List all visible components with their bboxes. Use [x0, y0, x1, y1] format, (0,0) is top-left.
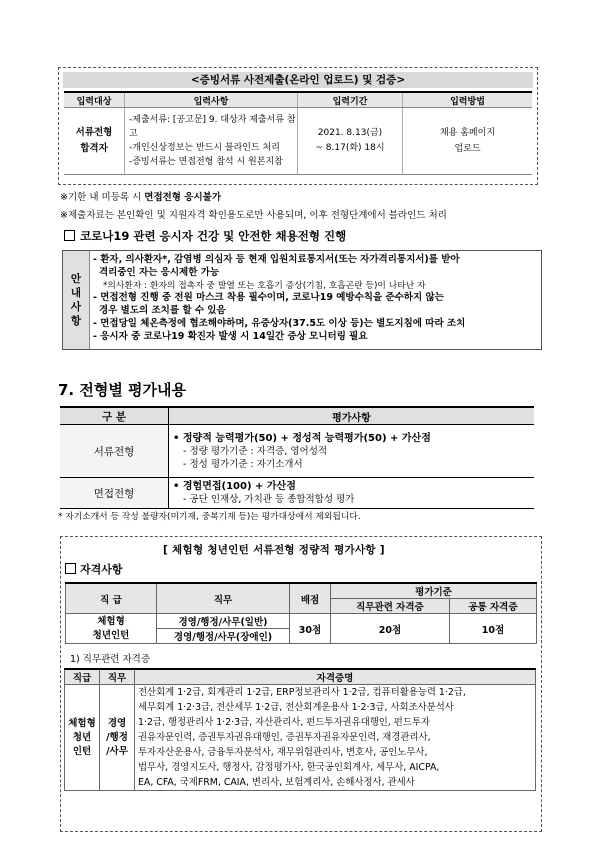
cert-line: 세무회계 1·2·3급, 전산세무 1·2급, 전산회계운용사 1·2·3급, 사회조사분석사 — [138, 702, 454, 713]
related-score-cell: 20점 — [331, 614, 450, 644]
evaluation-row-interview — [60, 478, 534, 509]
cert-grade-cell — [65, 685, 100, 791]
method-line: 채용 홈페이지 — [439, 128, 496, 138]
grade-line: 인턴 — [72, 745, 92, 757]
int-value — [169, 478, 535, 509]
header-category: 구 분 — [60, 407, 169, 425]
section7-title: 7. 전형별 평가내용 — [58, 381, 187, 399]
item-line: -증빙서류는 면접전형 참석 시 원본지참 — [129, 157, 283, 167]
job-cell: 경영/행정/사무(장애인) — [157, 629, 290, 644]
cert-line: 권유자문인력, 증권투자권유대행인, 증권투자권유자문인력, 재경관리사, — [138, 732, 431, 743]
covid-line: 경우 별도의 조치를 할 수 있음 — [99, 305, 226, 317]
target-line: 서류전형 — [75, 127, 113, 138]
covid-line: - 환자, 의사환자*, 감염병 의심자 등 현재 입원치료통지서(또는 자가격리통지서)를 받아 — [93, 254, 460, 265]
submission-header-row — [64, 92, 532, 108]
covid-line: - 면접당일 체온측정에 협조해야하며, 유증상자(37.5도 이상 등)는 별도지침에 따라 조치 — [93, 317, 466, 329]
score-table — [65, 582, 537, 644]
cert-line: 법무사, 경영지도사, 행정사, 감정평가사, 한국공인회계사, 세무사, AICPA, — [138, 762, 440, 773]
header-period: 입력기간 — [298, 92, 403, 108]
header-target: 입력대상 — [64, 92, 125, 108]
qualification-heading-text: 자격사항 — [80, 563, 123, 576]
target-line: 합격자 — [80, 143, 108, 154]
header-common: 공통 자격증 — [449, 599, 536, 614]
score-header-row1 — [66, 583, 537, 599]
job-line: /행정 — [106, 731, 128, 743]
note-bold: 면접전형 응시불가 — [144, 192, 222, 203]
submission-row — [64, 108, 532, 175]
header-related: 직무관련 자격증 — [331, 599, 450, 614]
grade-line: 체험형 — [68, 717, 96, 729]
side-char: 안 — [70, 273, 82, 285]
evaluation-table — [60, 406, 534, 509]
int-main: • 경험면접(100) + 가산점 — [173, 481, 296, 492]
header-grade: 직급 — [65, 669, 100, 685]
side-char: 내 — [70, 287, 82, 299]
cert-header-row — [65, 669, 536, 685]
method-line: 업로드 — [454, 144, 481, 154]
job-line: 경영 — [107, 717, 127, 729]
header-grade: 직 급 — [66, 583, 157, 614]
submission-box — [58, 67, 538, 185]
evaluation-note: * 자기소개서 등 작성 불량자(미기재, 중복기재 등)는 평가대상에서 제외됩니다. — [58, 512, 361, 522]
items-cell — [125, 108, 298, 175]
doc-main: • 정량적 능력평가(50) + 정성적 능력평가(50) + 가산점 — [173, 432, 431, 444]
period-line: 2021. 8.13(금) — [317, 128, 383, 138]
evaluation-row-document — [60, 425, 534, 478]
grade-line: 청년 — [72, 731, 92, 743]
covid-content — [93, 254, 537, 344]
doc-sub: - 정성 평가기준 : 자기소개서 — [183, 458, 303, 470]
related-cert-heading: 1) 직무관련 자격증 — [70, 654, 151, 665]
cert-line: 전산회계 1·2급, 회계관리 1·2급, ERP정보관리사 1·2급, 컴퓨터활용능력 1·2급, — [138, 687, 466, 698]
header-cert-name: 자격증명 — [135, 669, 536, 685]
covid-line: 격리중인 자는 응시제한 가능 — [99, 266, 220, 278]
header-criteria: 평가기준 — [331, 583, 537, 599]
doc-value — [169, 425, 535, 478]
cert-list-cell — [135, 685, 536, 791]
covid-line: - 면접전형 진행 중 전원 마스크 착용 필수이며, 코로나19 예방수칙을 준수하지 않는 — [93, 292, 444, 304]
header-items: 입력사항 — [125, 92, 298, 108]
common-score-cell: 10점 — [449, 614, 536, 644]
header-evaluation: 평가사항 — [169, 407, 535, 425]
covid-heading-text: 코로나19 관련 응시자 건강 및 안전한 채용전형 진행 — [80, 229, 347, 243]
cert-line: EA, CFA, 국제FRM, CAIA, 변리사, 보험계리사, 손해사정사, 관세사 — [138, 777, 415, 788]
grade-cell — [66, 614, 157, 644]
evaluation-header-row — [60, 407, 534, 425]
covid-box — [62, 250, 542, 350]
doc-sub: - 정량 평가기준 : 자격증, 영어성적 — [183, 445, 328, 457]
cert-table — [64, 668, 536, 791]
job-line: /사무 — [106, 745, 128, 757]
side-char: 사 — [70, 301, 82, 313]
cert-row — [65, 685, 536, 791]
item-line: -제출서류: [공고문] 9. 대상자 제출서류 참고 — [129, 115, 296, 139]
covid-line: *의사환자 : 환자의 접촉자 중 발열 또는 호흡기 증상(기침, 호흡곤란 등)이 나타난 자 — [103, 280, 426, 291]
job-cell: 경영/행정/사무(일반) — [157, 614, 290, 629]
checkbox-square-icon — [65, 563, 76, 574]
doc-key: 서류전형 — [60, 425, 169, 478]
cert-job-cell — [100, 685, 135, 791]
checkbox-square-icon — [64, 230, 75, 241]
target-cell — [64, 108, 125, 175]
submission-title: <증빙서류 사전제출(온라인 업로드) 및 검증> — [63, 72, 533, 88]
qualification-heading — [65, 561, 123, 577]
covid-side-label — [63, 251, 90, 349]
note-text: ※기한 내 미등록 시 — [60, 192, 145, 203]
deadline-note — [60, 189, 221, 203]
item-line: -개인신상정보는 반드시 블라인드 처리 — [129, 143, 280, 153]
submission-table — [64, 91, 532, 175]
header-job: 직무 — [157, 583, 290, 614]
score-cell: 30점 — [290, 614, 331, 644]
method-cell — [403, 108, 533, 175]
cert-line: 투자자산운용사, 금융투자분석사, 재무위험관리사, 변호사, 공인노무사, — [138, 747, 428, 758]
header-score: 배점 — [290, 583, 331, 614]
cert-line: 1·2급, 행정관리사 1·2·3급, 자산관리사, 펀드투자권유대행인, 펀드투자 — [138, 717, 430, 728]
side-char: 항 — [70, 315, 82, 327]
covid-heading — [64, 228, 346, 244]
grade-line: 청년인턴 — [92, 629, 130, 641]
quant-title: [ 체험형 청년인턴 서류전형 정량적 평가사항 ] — [163, 544, 385, 556]
blind-note: ※제출자료는 본인확인 및 지원자격 확인용도로만 사용되며, 이후 전형단계에서 블라인드 처리 — [60, 210, 447, 221]
int-key: 면접전형 — [60, 478, 169, 509]
int-sub: - 공단 인재상, 가치관 등 종합적합성 평가 — [183, 494, 355, 505]
period-line: ~ 8.17(화) 18시 — [315, 143, 385, 153]
header-job: 직무 — [100, 669, 135, 685]
period-cell — [298, 108, 403, 175]
header-method: 입력방법 — [403, 92, 533, 108]
grade-line: 체험형 — [97, 615, 125, 627]
covid-line: - 응시자 중 코로나19 확진자 발생 시 14일간 증상 모니터링 필요 — [93, 330, 368, 342]
score-row1 — [66, 614, 537, 629]
